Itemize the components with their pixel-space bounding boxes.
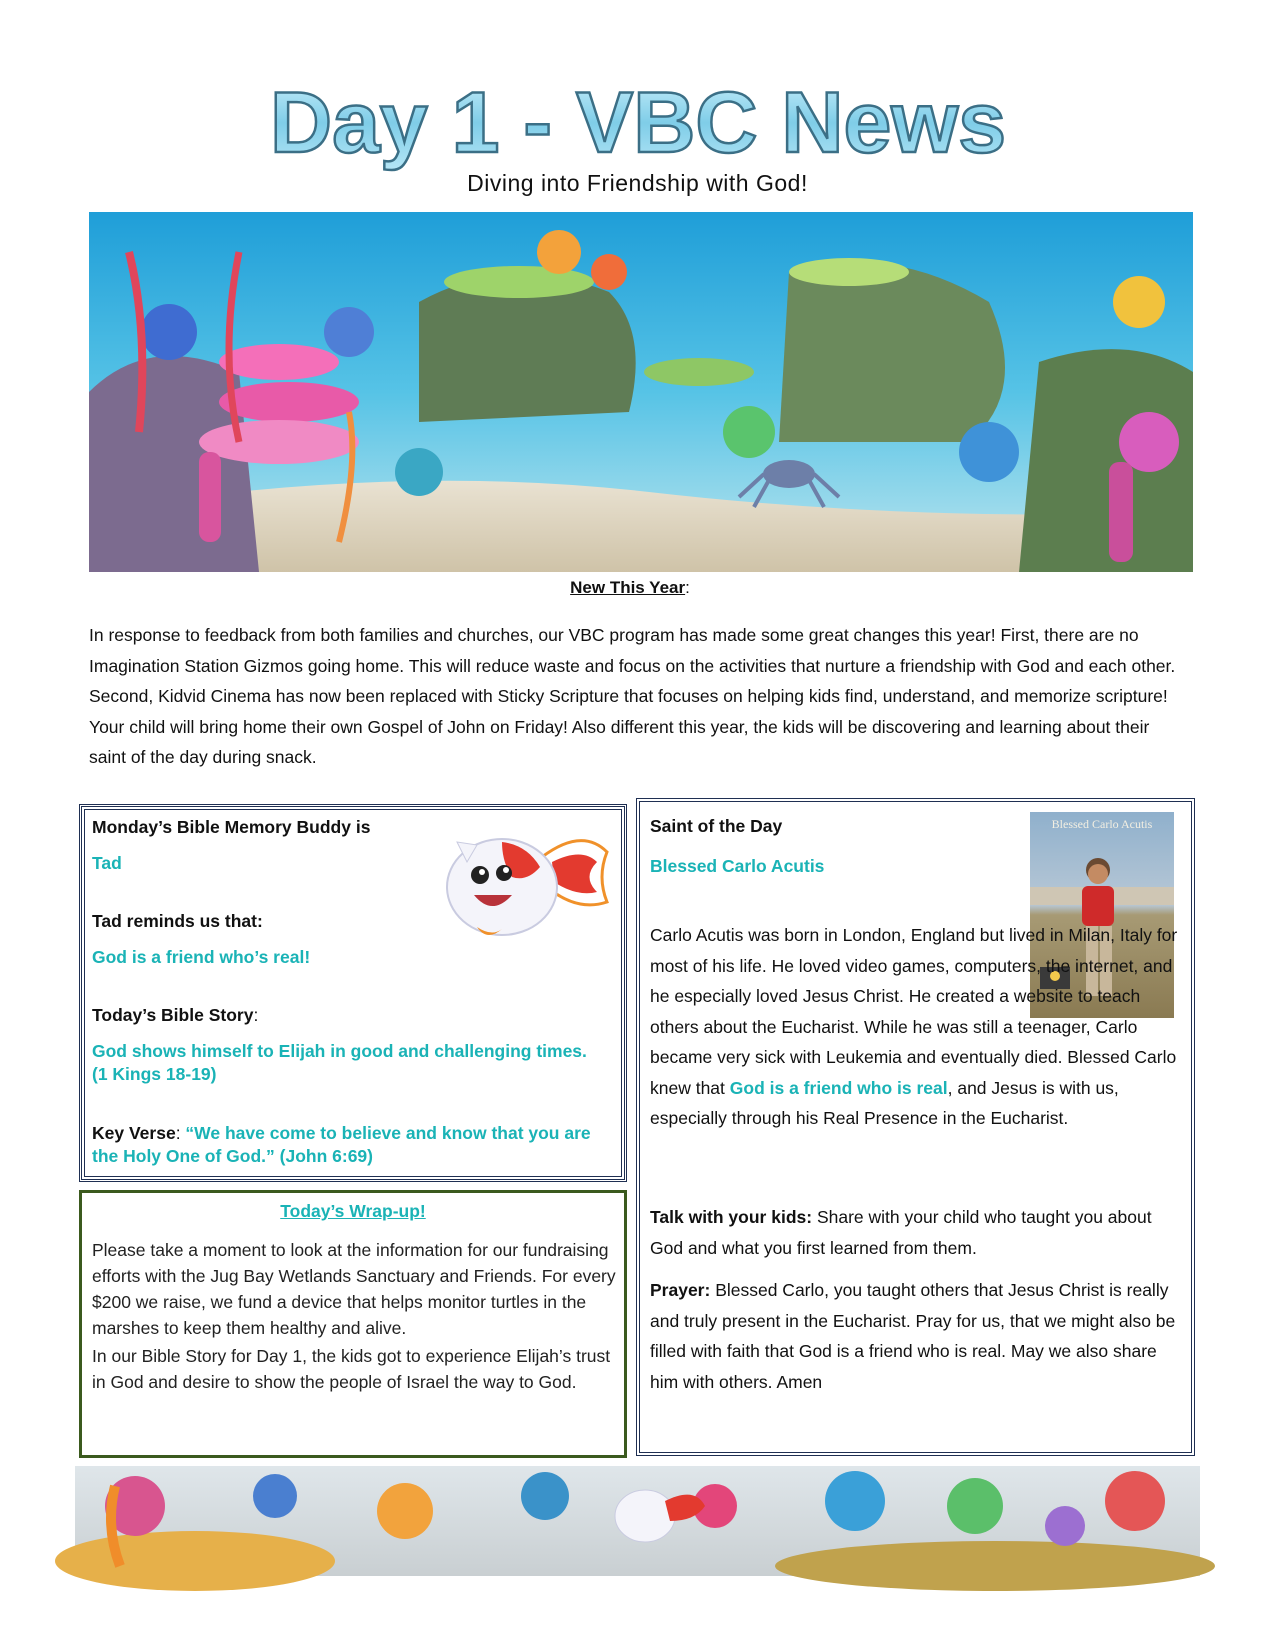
saint-of-the-day-box: [636, 798, 1195, 1456]
new-this-year-heading: New This Year:: [570, 578, 690, 597]
wrap-up-paragraph-2: In our Bible Story for Day 1, the kids got to experience Elijah’s trust in God and desire to show the people of Israel the way to God.: [92, 1346, 611, 1392]
svg-text:Day 1 - VBC News: Day 1 - VBC News: [269, 75, 1006, 171]
wrap-up-title: Today’s Wrap-up!: [280, 1201, 426, 1221]
memory-buddy-box: [79, 804, 627, 1182]
buddy-name: Tad: [92, 853, 122, 873]
buddy-label: Monday’s Bible Memory Buddy is: [92, 817, 371, 837]
saint-name: Blessed Carlo Acutis: [650, 856, 825, 876]
wrap-up-box: [79, 1190, 627, 1458]
saint-label: Saint of the Day: [650, 816, 783, 836]
story-line-1: God shows himself to Elijah in good and challenging times.: [92, 1041, 587, 1061]
key-verse-line-1: Key Verse: “We have come to believe and know that you are: [92, 1123, 591, 1143]
tad-fish-image: [432, 817, 612, 947]
bottom-reef-banner-image: [75, 1466, 1200, 1576]
reminder-text: God is a friend who’s real!: [92, 947, 311, 967]
talk-with-kids: Talk with your kids: Share with your child who taught you about God and what you first learned from them.: [650, 1207, 1152, 1258]
page-subtitle: Diving into Friendship with God!: [467, 170, 808, 196]
title-graphic: [269, 70, 1006, 171]
reef-banner-image: [89, 212, 1193, 572]
story-line-2: (1 Kings 18-19): [92, 1064, 217, 1084]
saint-bio-highlight: God is a friend who is real: [729, 1077, 948, 1098]
story-heading: Today’s Bible Story:: [92, 1005, 259, 1025]
saint-biography: Carlo Acutis was born in London, England but lived in Milan, Italy for most of his life. He loved video games, computers, the internet, and he especially loved Jesus Christ. He created a website to teach others about the Eucharist. While he was still a teenager, Carlo became very sick with Leukemia and eventually died. Blessed Carlo knew that God is a friend who is real, and Jesus is with us, especially through his Real Presence in the Eucharist.: [650, 925, 1178, 1128]
svg-text:Blessed Carlo Acutis: Blessed Carlo Acutis: [1051, 817, 1153, 831]
prayer: Prayer: Blessed Carlo, you taught others that Jesus Christ is really and truly present in the Eucharist. Pray for us, that we might also be filled with faith that God is a friend who is real. May we also share him with others. Amen: [650, 1280, 1176, 1392]
wrap-up-paragraph-1: Please take a moment to look at the information for our fundraising efforts with the Jug Bay Wetlands Sanctuary and Friends. For every $200 we raise, we fund a device that helps monitor turtles in the marshes to keep them healthy and alive.: [92, 1240, 616, 1338]
new-this-year-body: In response to feedback from both families and churches, our VBC program has made some great changes this year! First, there are no Imagination Station Gizmos going home. This will reduce waste and focus on the activities that nurture a friendship with God and each other. Second, Kidvid Cinema has now been replaced with Sticky Scripture that focuses on helping kids find, understand, and memorize scripture! Your child will bring home their own Gospel of John on Friday! Also different this year, the kids will be discovering and learning about their saint of the day during snack.: [89, 625, 1176, 767]
page-title: [0, 70, 1275, 170]
key-verse-line-2: the Holy One of God.” (John 6:69): [92, 1146, 373, 1166]
reminds-label: Tad reminds us that:: [92, 911, 263, 931]
